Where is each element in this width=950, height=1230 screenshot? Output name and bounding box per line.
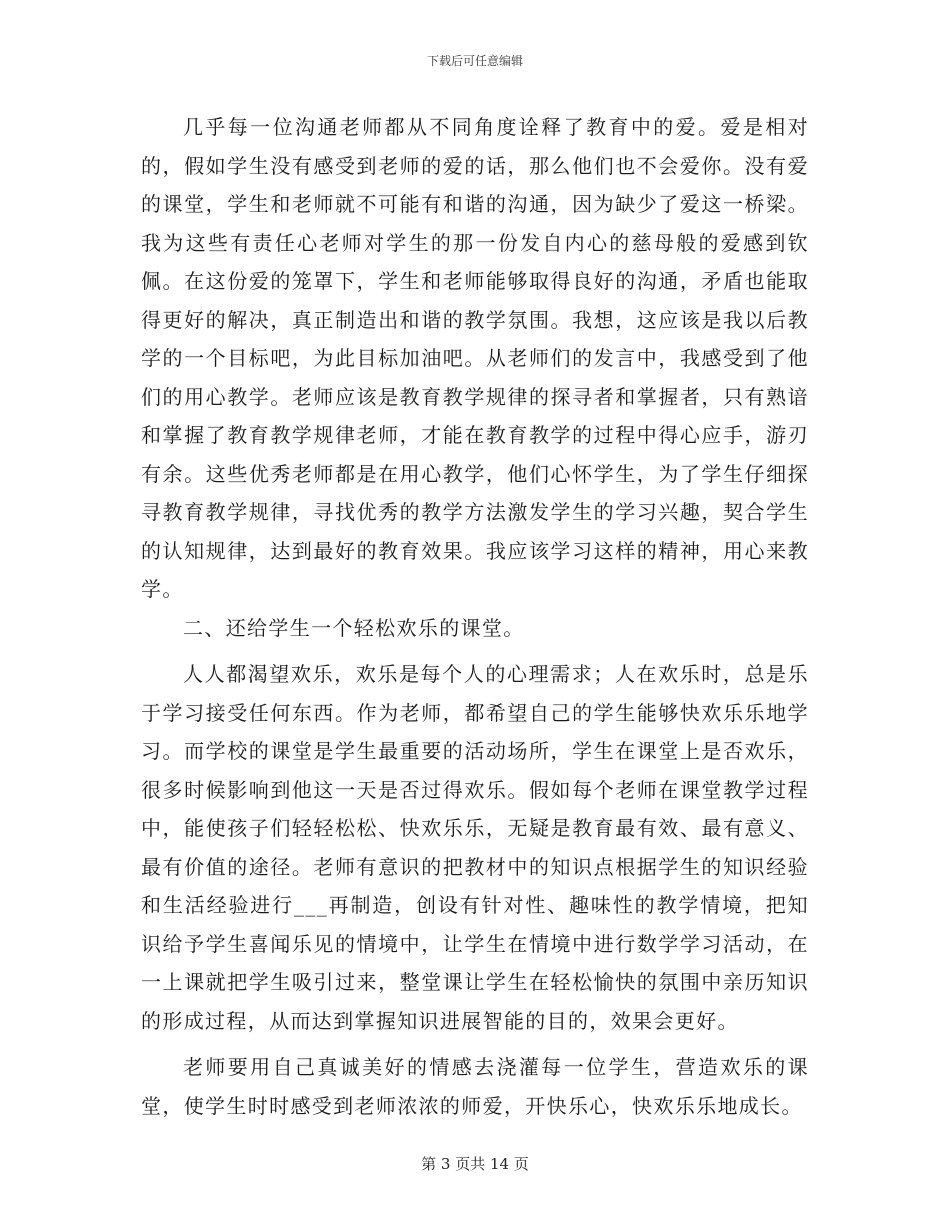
paragraph-teacher-emotion: 老师要用自己真诚美好的情感去浇灌每一位学生，营造欢乐的课堂，使学生时时感受到老师浓浓的师爱，开快乐心，快欢乐乐地成长。 [141, 1055, 809, 1118]
page-header: 下载后可任意编辑 [426, 54, 523, 68]
section-heading: 二、还给学生一个轻松欢乐的课堂。 [183, 615, 525, 640]
document-body [141, 108, 809, 1125]
paragraph-happy-classroom: 人人都渴望欢乐，欢乐是每个人的心理需求；人在欢乐时，总是乐于学习接受任何东西。作为老师，都希望自己的学生能够快欢乐乐地学习。而学校的课堂是学生最重要的活动场所，学生在课堂上是否欢乐，很多时候影响到他这一天是否过得欢乐。假如每个老师在课堂教学过程中，能使孩子们轻轻松松、快欢乐乐，无疑是教育最有效、最有意义、最有价值的途径。老师有意识的把教材中的知识点根据学生的知识经验和生活经验进行___再制造，创设有针对性、趣味性的教学情境，把知识给予学生喜闻乐见的情境中，让学生在情境中进行数学学习活动，在一上课就把学生吸引过来，整堂课让学生在轻松愉快的氛围中亲历知识的形成过程，从而达到掌握知识进展智能的目的，效果会更好。 [141, 662, 809, 1033]
paragraph-love-in-education: 几乎每一位沟通老师都从不同角度诠释了教育中的爱。爱是相对的，假如学生没有感受到老师的爱的话，那么他们也不会爱你。没有爱的课堂，学生和老师就不可能有和谐的沟通，因为缺少了爱这一桥梁。我为这些有责任心老师对学生的那一份发自内心的慈母般的爱感到钦佩。在这份爱的笼罩下，学生和老师能够取得良好的沟通，矛盾也能取得更好的解决，真正制造出和谐的教学氛围。我想，这应该是我以后教学的一个目标吧，为此目标加油吧。从老师们的发言中，我感受到了他们的用心教学。老师应该是教育教学规律的探寻者和掌握者，只有熟谙和掌握了教育教学规律老师，才能在教育教学的过程中得心应手，游刃有余。这些优秀老师都是在用心教学，他们心怀学生，为了学生仔细探寻教育教学规律，寻找优秀的教学方法激发学生的学习兴趣，契合学生的认知规律，达到最好的教育效果。我应该学习这样的精神，用心来教学。 [141, 115, 809, 601]
page-footer: 第 3 页共 14 页 [421, 1155, 529, 1173]
